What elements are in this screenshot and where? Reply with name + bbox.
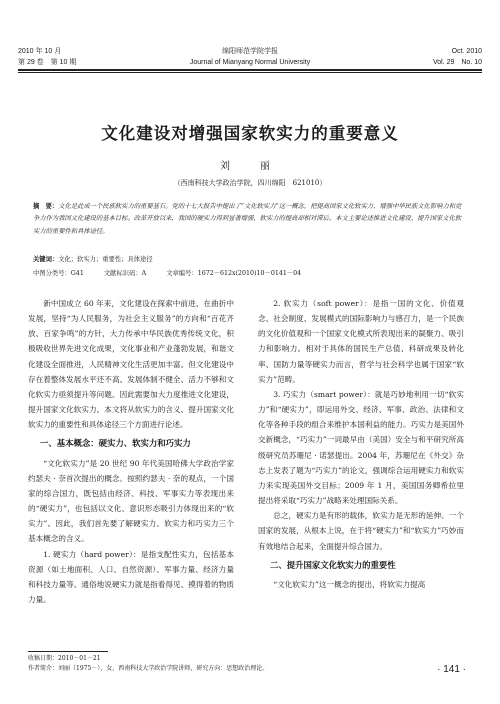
section-heading-2: 二、提升国家文化软实力的重要性	[270, 559, 396, 570]
keywords-label: 关键词：	[33, 256, 59, 263]
journal-name-en: Journal of Mianyang Normal University	[189, 59, 311, 66]
running-header	[18, 46, 482, 70]
author-bio: 作者简介：刘丽（1975－），女，西南科技大学政治学院讲师，研究方向：思想政治理论。	[28, 665, 269, 672]
journal-name-cn: 绵阳师范学院学报	[222, 48, 278, 55]
abstract	[33, 201, 467, 238]
classification-line	[33, 268, 467, 280]
keywords	[33, 254, 467, 266]
paragraph: “文化软实力”这一概念的提出，将软实力提高	[273, 579, 426, 589]
section-heading-1: 一、基本概念：硬实力、软实力和巧实力	[40, 438, 191, 449]
author-affiliation: （西南科技大学政治学院，四川绵阳 621010）	[173, 179, 327, 187]
header-rule-thin	[18, 72, 482, 73]
page-number: · 141 ·	[437, 664, 466, 675]
header-center	[18, 46, 482, 68]
abstract-text: 文化是此成一个民族软实力的重要基石。党的十七大报告中提出了“文化软实力”这一概念，把提高国家文化软实力、增强中华民族文化影响力和竞争力作为我国文化建设的基本目标。改革开放以来，我国的硬实力得到显著增强，软实力的提高却相对滞后。本文主要论述推进文化建设、提升国家文化软实力的重要性和具体途径。	[33, 203, 462, 235]
paragraph: 总之，硬实力是有形的载体，软实力是无形的延伸。一个国家的发展，从根本上说，在于将“硬实力”和“软实力”巧妙而有效地结合起来，全面提升综合国力。	[258, 511, 464, 551]
header-rule-thick	[18, 69, 482, 71]
article-number: 文章编号：1672－612x(2010)10－0141－04	[166, 270, 302, 277]
paragraph: 新中国成立 60 年来，文化建设在探索中前进、在曲折中发展，坚持“为人民服务，为社会主义服务”的方向和“百花齐放、百家争鸣”的方针，大力传承中华民族优秀传统文化，积极吸收世界先进文化成果，文化事业和产业蓬勃发展，和谐文化建设全面推进，人民精神文化生活更加丰富。但文化建设中存在着整体发展水平还不高、发展体制不健全、活力不够和文化软实力亟须提升等问题。因此需要加大力度推进文化建设，提升国家文化软实力。本文将从软实力的含义、提升国家文化软实力的重要性和具体途径三个方面进行论述。	[28, 299, 234, 430]
paragraph: 2. 软实力（soft power）：是指一国的文化、价值观念、社会制度、发展模式的国际影响力与感召力，是一个民族的文化价值观和一个国家文化模式所表现出来的凝聚力、吸引力和影响力。相对于具体的国民生产总值、科研成果及转化率、国防力量等硬实力而言，哲学与社会科学也属于国家“软实力”范畴。	[258, 299, 464, 384]
header-right	[433, 46, 482, 68]
paragraph: 3. 巧实力（smart power）：就是巧妙地利用一切“软实力”和“硬实力”，即运用外交、经济、军事、政治、法律和文化等各种手段的组合来维护本国利益的能力。巧实力是美国外交新概念，“巧实力”一词最早由（美国）安全与和平研究所高级研究员苏珊尼 · 诺瑟提出。2004 年，苏珊尼在《外交》杂志上发表了题为“巧实力”的论文，强调综合运用硬实力和软实力来实现美国外交目标；2009 年 1 月，美国国务卿希拉里提出将采取“巧实力”战略来处理国际关系。	[258, 389, 464, 506]
author-name: 刘 丽	[220, 161, 280, 172]
abstract-label: 摘 要：	[33, 203, 59, 210]
header-volume: 第 29 卷 第 10 期	[18, 59, 77, 66]
body-column-left	[28, 296, 234, 607]
paragraph: “文化软实力”是 20 世纪 90 年代美国哈佛大学政治学家约瑟夫 · 奈首次提出的概念。按照约瑟夫 · 奈的观点，一个国家的综合国力，既包括由经济、科技、军事实力等表现出来的“硬实力”，也包括以文化、意识形态吸引力体现出来的“软实力”。因此，我们首先要了解硬实力、软实力和巧实力三个基本概念的含义。	[28, 458, 234, 544]
header-date-en: Oct. 2010	[451, 48, 482, 55]
header-volume-en: Vol. 29 No. 10	[432, 59, 482, 66]
document-code: 文献标识码：A	[103, 270, 147, 277]
body-column-right	[258, 296, 464, 592]
article-title: 文化建设对增强国家软实力的重要意义	[101, 124, 399, 143]
clc-number: 中图分类号：G41	[33, 270, 84, 277]
paragraph: 1. 硬实力（hard power）：是指支配性实力，包括基本资源（如土地面积、人口、自然资源）、军事力量、经济力量和科技力量等。通俗地说硬实力就是指看得见、摸得着的物质力量。	[28, 549, 234, 604]
keywords-text: 文化；软实力；重要性；具体途径	[58, 256, 153, 263]
received-date: 收稿日期：2010－01－21	[28, 655, 101, 662]
footnote	[28, 654, 268, 674]
footnote-rule	[28, 651, 108, 652]
header-date: 2010 年 10 月	[18, 48, 62, 55]
